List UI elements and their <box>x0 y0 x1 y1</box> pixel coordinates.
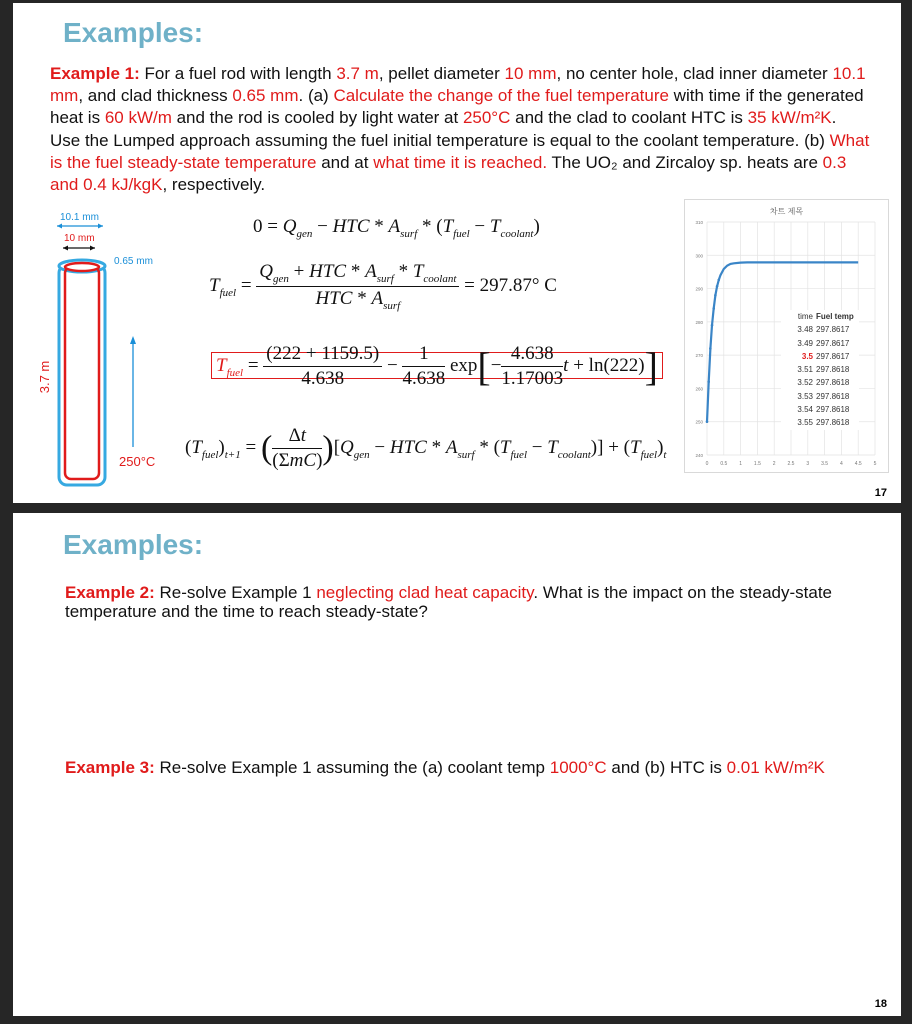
table-row <box>781 416 859 429</box>
chart-title: 차트 제목 <box>769 207 804 216</box>
y-tick-label: 240 <box>695 453 703 458</box>
text: and at <box>316 152 374 172</box>
rod-length-label: 3.7 m <box>37 360 52 394</box>
x-tick-label: 5 <box>873 461 877 467</box>
equation-transient-solution: $T_{fuel}$ = $\frac{(222 + 1159.5)}{4.638}$ − $\frac{1}{4.638}$ exp[− $\frac{4.638}{1.17003}$ t + ln(222)] <box>211 343 663 390</box>
steady-state-result: = 297.87° C <box>464 274 557 296</box>
col-time-header: time <box>797 312 813 321</box>
cell-time: 3.54 <box>797 405 813 415</box>
clad-thickness-label: 0.65 mm <box>114 256 153 267</box>
table-header <box>781 310 859 323</box>
text: . (a) <box>298 86 334 106</box>
text: and the clad to coolant HTC is <box>510 108 748 128</box>
numerator-value: (222 + 1159.5) <box>263 343 382 367</box>
arrow-head <box>130 336 136 344</box>
data-point <box>711 324 714 327</box>
x-tick-label: 2 <box>772 461 776 467</box>
highlight: 0.01 kW/m²K <box>726 758 825 777</box>
text: with time if the generated heat is <box>50 86 864 128</box>
highlight: What is the fuel steady-state temperature <box>50 130 870 172</box>
y-tick-label: 290 <box>695 286 703 292</box>
highlight: 0.65 mm <box>232 86 299 106</box>
equation-energy-balance: $0 = Q_{gen}$ − HTC * $A_{surf} * (T_{fuel} - T_{coolant})$ <box>253 216 540 240</box>
text: , no center hole, clad inner diameter <box>556 64 833 83</box>
fuel-rod-diagram <box>27 207 187 497</box>
text: Re-solve Example 1 assuming the (a) coolant temp <box>154 758 550 777</box>
highlight: neglecting clad heat capacity <box>316 583 534 602</box>
page-number: 18 <box>874 998 887 1010</box>
cell-time: 3.5 <box>801 351 813 361</box>
x-tick-label: 3 <box>806 461 810 467</box>
text: For a fuel rod with length <box>139 64 337 83</box>
y-tick-label: 270 <box>695 353 703 359</box>
arrow-head <box>98 224 103 229</box>
highlight: 1000°C <box>549 758 607 777</box>
coolant-temp-label: 250°C <box>119 454 156 469</box>
log-term: ln(222) <box>588 354 645 376</box>
table-row <box>781 350 859 363</box>
text: The UO₂ and Zircaloy sp. heats are <box>547 152 823 172</box>
slide-title: Examples: <box>63 529 204 560</box>
text: Re-solve Example 1 <box>154 583 317 602</box>
table-row <box>781 363 859 376</box>
table-row <box>781 337 859 350</box>
example-3-text <box>65 758 825 777</box>
equation-explicit-update: $(T_{fuel})_{t+1}$ = ( $\frac{\Delta t}{\text{(ΣmC)}}$ )[$Q_{gen}$ − HTC * $A_{surf} * (T_{fuel} - T_{coolant})] + (T_{fuel})_t$ <box>185 425 667 471</box>
table-row <box>781 376 859 389</box>
x-tick-label: 3.5 <box>821 461 829 467</box>
table-body <box>781 323 859 429</box>
example-1-text <box>50 63 870 196</box>
col-fuel-temp-header: Fuel temp <box>816 312 854 321</box>
data-point <box>707 380 710 383</box>
text: , and clad thickness <box>78 86 233 106</box>
cell-fuel-temp: 297.8618 <box>816 365 850 375</box>
highlight: 10 mm <box>504 64 557 83</box>
table-row <box>781 323 859 336</box>
arrow-head <box>57 224 62 229</box>
cell-fuel-temp: 297.8618 <box>816 378 850 388</box>
x-tick-label: 2.5 <box>787 461 795 467</box>
slide-18 <box>13 513 901 1016</box>
table-row <box>781 390 859 403</box>
fuel-pellet <box>65 267 99 479</box>
cell-fuel-temp: 297.8618 <box>816 418 850 428</box>
example-2-label: Example 2: <box>65 583 155 602</box>
cell-time: 3.55 <box>797 418 813 428</box>
fuel-temp-chart <box>684 199 889 473</box>
text: and (b) HTC is <box>606 758 727 777</box>
data-point <box>714 294 717 297</box>
numerator-value: 4.638 <box>501 343 563 367</box>
highlight: 10.1 mm <box>50 64 866 106</box>
clad-inner-diameter-label: 10.1 mm <box>60 212 99 223</box>
equation-steady-state: $T_{fuel}$ = $\frac{Q_{gen} + HTC * A_{surf} * T_{coolant}}{HTC * A_{surf}}$ = 297.87° C <box>209 261 557 312</box>
example-2-text <box>65 583 865 621</box>
x-tick-label: 0 <box>705 461 709 467</box>
highlight: 35 kW/m²K <box>747 108 832 128</box>
highlight: 250°C <box>462 108 511 128</box>
example-3-label: Example 3: <box>65 758 155 777</box>
slide-17 <box>13 3 901 503</box>
data-point <box>716 285 719 288</box>
data-table <box>781 310 859 430</box>
page-number: 17 <box>874 487 887 499</box>
arrow-head <box>63 246 68 251</box>
pellet-diameter-label: 10 mm <box>64 233 95 244</box>
denominator-value: 4.638 <box>402 368 446 389</box>
y-tick-label: 250 <box>695 419 703 425</box>
cell-fuel-temp: 297.8617 <box>816 351 850 361</box>
data-point <box>712 307 715 310</box>
data-point <box>717 279 720 282</box>
text: , respectively. <box>162 175 266 195</box>
table-row <box>781 403 859 416</box>
cell-time: 3.52 <box>797 378 813 388</box>
x-tick-label: 4.5 <box>854 461 862 467</box>
y-tick-label: 280 <box>695 319 703 325</box>
cell-time: 3.49 <box>797 338 813 348</box>
denominator-value: 1.17003 <box>501 368 564 389</box>
denominator-value: 4.638 <box>301 368 345 389</box>
cell-time: 3.51 <box>797 365 813 375</box>
example-1-label: Example 1: <box>50 64 140 83</box>
x-tick-label: 4 <box>840 461 843 467</box>
numerator-value: 1 <box>402 343 445 367</box>
text: and the rod is cooled by light water at <box>171 108 463 128</box>
highlight: what time it is reached. <box>373 152 548 172</box>
text: , pellet diameter <box>378 64 505 83</box>
x-tick-label: 0.5 <box>720 461 728 467</box>
data-point <box>706 420 709 423</box>
text: . What is the impact on the steady-state temperature and the time to reach steady-state? <box>65 583 832 621</box>
cell-time: 3.48 <box>797 325 813 335</box>
arrow-head <box>90 246 95 251</box>
x-tick-label: 1.5 <box>753 461 761 467</box>
slide-title: Examples: <box>63 17 204 48</box>
x-tick-label: 1 <box>739 461 742 467</box>
fuel-top-ellipse <box>65 263 99 271</box>
highlight: Calculate the change of the fuel temperature <box>333 86 669 106</box>
y-tick-label: 300 <box>695 253 703 259</box>
y-tick-label: 310 <box>695 220 703 225</box>
data-point <box>709 347 712 350</box>
highlight: 3.7 m <box>336 64 379 83</box>
highlight: 0.3 and 0.4 kJ/kgK <box>50 152 847 195</box>
highlight: 60 kW/m <box>104 108 172 128</box>
cell-fuel-temp: 297.8618 <box>816 391 850 401</box>
text: . Use the Lumped approach assuming the fuel initial temperature is equal to the coolant temperature. (b) <box>50 108 837 150</box>
cell-fuel-temp: 297.8617 <box>816 325 850 335</box>
cell-time: 3.53 <box>797 391 813 401</box>
cell-fuel-temp: 297.8618 <box>816 405 850 415</box>
y-tick-label: 260 <box>695 386 703 392</box>
cell-fuel-temp: 297.8617 <box>816 338 850 348</box>
